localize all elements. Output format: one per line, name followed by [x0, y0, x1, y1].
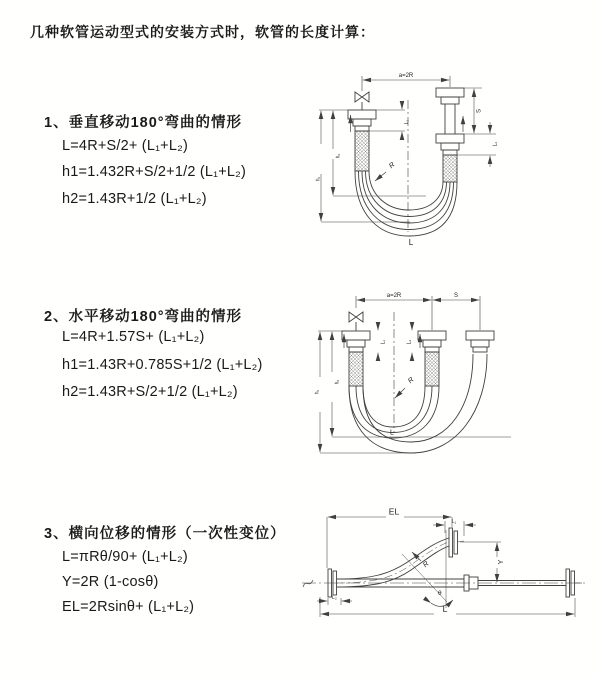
left-connector	[348, 110, 376, 171]
dim-label-L1: L₁	[451, 519, 457, 525]
dim-label-L2: L₂	[332, 595, 337, 601]
dim-label-L1: L₁	[380, 339, 387, 345]
braided-hose-section	[355, 131, 369, 171]
section-1-formula-h2: h2=1.43R+1/2 (L₁+L₂)	[62, 191, 207, 207]
section-3-formula-EL: EL=2Rsinθ+ (L₁+L₂)	[62, 599, 195, 615]
dim-label-a2R: a=2R	[386, 293, 402, 299]
pipe-break-symbol	[303, 580, 313, 587]
section-2-formula-h1: h1=1.43R+0.785S+1/2 (L₁+L₂)	[62, 357, 263, 373]
dim-label-h1: h₁	[314, 389, 321, 395]
valve-icon	[349, 312, 363, 331]
section-2-formula-L: L=4R+1.57S+ (L₁+L₂)	[62, 329, 205, 345]
dim-label-L2: L₂	[492, 141, 499, 147]
radius-label: R	[422, 560, 431, 570]
section-1-heading: 1、垂直移动180°弯曲的情形	[44, 115, 243, 131]
dim-label-h2: h₂	[335, 153, 342, 159]
braided-hose-section	[349, 352, 363, 386]
length-label-L: L	[442, 604, 448, 614]
radius-leader	[375, 172, 386, 181]
dim-label-S: S	[476, 108, 483, 114]
upper-flange	[449, 528, 464, 557]
left-connector	[342, 331, 370, 386]
length-label-L: L	[408, 238, 414, 247]
dim-label-S: S	[453, 293, 459, 299]
diagram-2-horizontal-180-bend	[306, 282, 591, 467]
radius-label: R	[407, 376, 416, 386]
radius-leader	[395, 388, 405, 398]
page-title: 几种软管运动型式的安装方式时，软管的长度计算：	[30, 24, 375, 40]
dim-label-a2R: a=2R	[398, 73, 414, 79]
dim-label-L1: L₁	[404, 119, 410, 125]
diagram-3-lateral-displacement	[294, 502, 594, 657]
dim-label-h2: h₂	[334, 379, 341, 385]
right-connector-two-positions	[436, 88, 464, 182]
diagram-1-vertical-180-bend	[306, 64, 586, 259]
dim-label-h1: h₁	[315, 176, 322, 182]
hose-u-bends	[349, 354, 487, 453]
section-3-formula-L: L=πRθ/90+ (L₁+L₂)	[62, 549, 188, 565]
braided-hose-section	[443, 155, 457, 182]
construction-lines	[402, 530, 453, 608]
valve-icon	[355, 92, 369, 110]
dim-label-L2: L₂	[406, 339, 413, 345]
section-1-formula-L: L=4R+S/2+ (L₁+L₂)	[62, 138, 188, 154]
hose-u-bend	[355, 171, 457, 236]
section-2-formula-h2: h2=1.43R+S/2+1/2 (L₁+L₂)	[62, 384, 238, 400]
radius-label: R	[388, 161, 397, 171]
braided-hose-section	[425, 352, 439, 386]
length-label-L: L	[390, 429, 394, 437]
middle-connector	[418, 331, 446, 386]
section-3-formula-Y: Y=2R (1-cosθ)	[62, 574, 159, 590]
hose-displaced-position	[337, 538, 449, 587]
angle-label-theta: θ	[438, 590, 442, 597]
dim-label-Y: Y	[498, 559, 505, 565]
right-connector	[466, 331, 494, 352]
section-3-heading: 3、横向位移的情形（一次性变位）	[44, 526, 286, 542]
section-1-formula-h1: h1=1.432R+S/2+1/2 (L₁+L₂)	[62, 164, 247, 180]
section-2-heading: 2、水平移动180°弯曲的情形	[44, 309, 243, 325]
dim-label-EL: EL	[388, 506, 400, 517]
